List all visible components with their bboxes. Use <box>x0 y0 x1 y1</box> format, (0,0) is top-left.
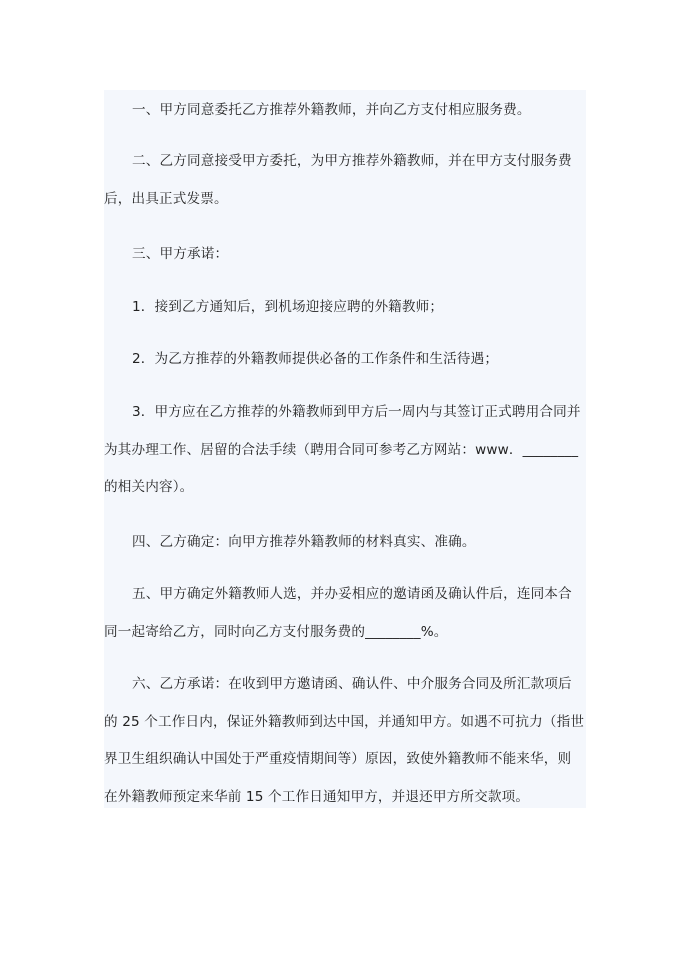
text-line: 界卫生组织确认中国处于严重疫情期间等）原因，致使外籍教师不能来华，则 <box>104 751 572 767</box>
text-line: 3．甲方应在乙方推荐的外籍教师到甲方后一周内与其签订正式聘用合同并 <box>132 404 581 420</box>
text-line: 三、甲方承诺： <box>132 246 229 262</box>
text-line: 的相关内容）。 <box>104 479 194 495</box>
text-line: 为其办理工作、居留的合法手续（聘用合同可参考乙方网站：www．________ <box>104 441 579 458</box>
clause-3-item-3 <box>104 394 586 507</box>
text-line: 后，出具正式发票。 <box>104 190 228 207</box>
text-line: 六、乙方承诺：在收到甲方邀请函、确认件、中介服务合同及所汇款项后 <box>132 676 572 692</box>
clause-3-item-2 <box>104 341 586 379</box>
clause-5-paragraph <box>104 576 586 651</box>
clause-2-paragraph <box>104 143 586 218</box>
text-line: 2．为乙方推荐的外籍教师提供必备的工作条件和生活待遇； <box>132 351 499 367</box>
text-line: 二、乙方同意接受甲方委托，为甲方推荐外籍教师，并在甲方支付服务费 <box>132 153 572 169</box>
text-line: 同一起寄给乙方，同时向乙方支付服务费的________%。 <box>104 623 448 640</box>
clause-3-item-1 <box>104 289 586 327</box>
text-line: 的 25 个工作日内，保证外籍教师到达中国，并通知甲方。如遇不可抗力（指世 <box>104 713 585 730</box>
text-line: 五、甲方确定外籍教师人选，并办妥相应的邀请函及确认件后，连同本合 <box>132 586 572 602</box>
clause-4-paragraph <box>104 524 586 562</box>
clause-1-paragraph <box>104 92 586 130</box>
text-line: 四、乙方确定：向甲方推荐外籍教师的材料真实、准确。 <box>132 534 476 550</box>
clause-3-heading <box>104 236 586 274</box>
clause-6-paragraph <box>104 666 586 816</box>
text-line: 在外籍教师预定来华前 15 个工作日通知甲方，并退还甲方所交款项。 <box>104 788 530 805</box>
text-line: 1．接到乙方通知后，到机场迎接应聘的外籍教师； <box>132 299 444 315</box>
text-line: 一、甲方同意委托乙方推荐外籍教师，并向乙方支付相应服务费。 <box>132 102 531 118</box>
